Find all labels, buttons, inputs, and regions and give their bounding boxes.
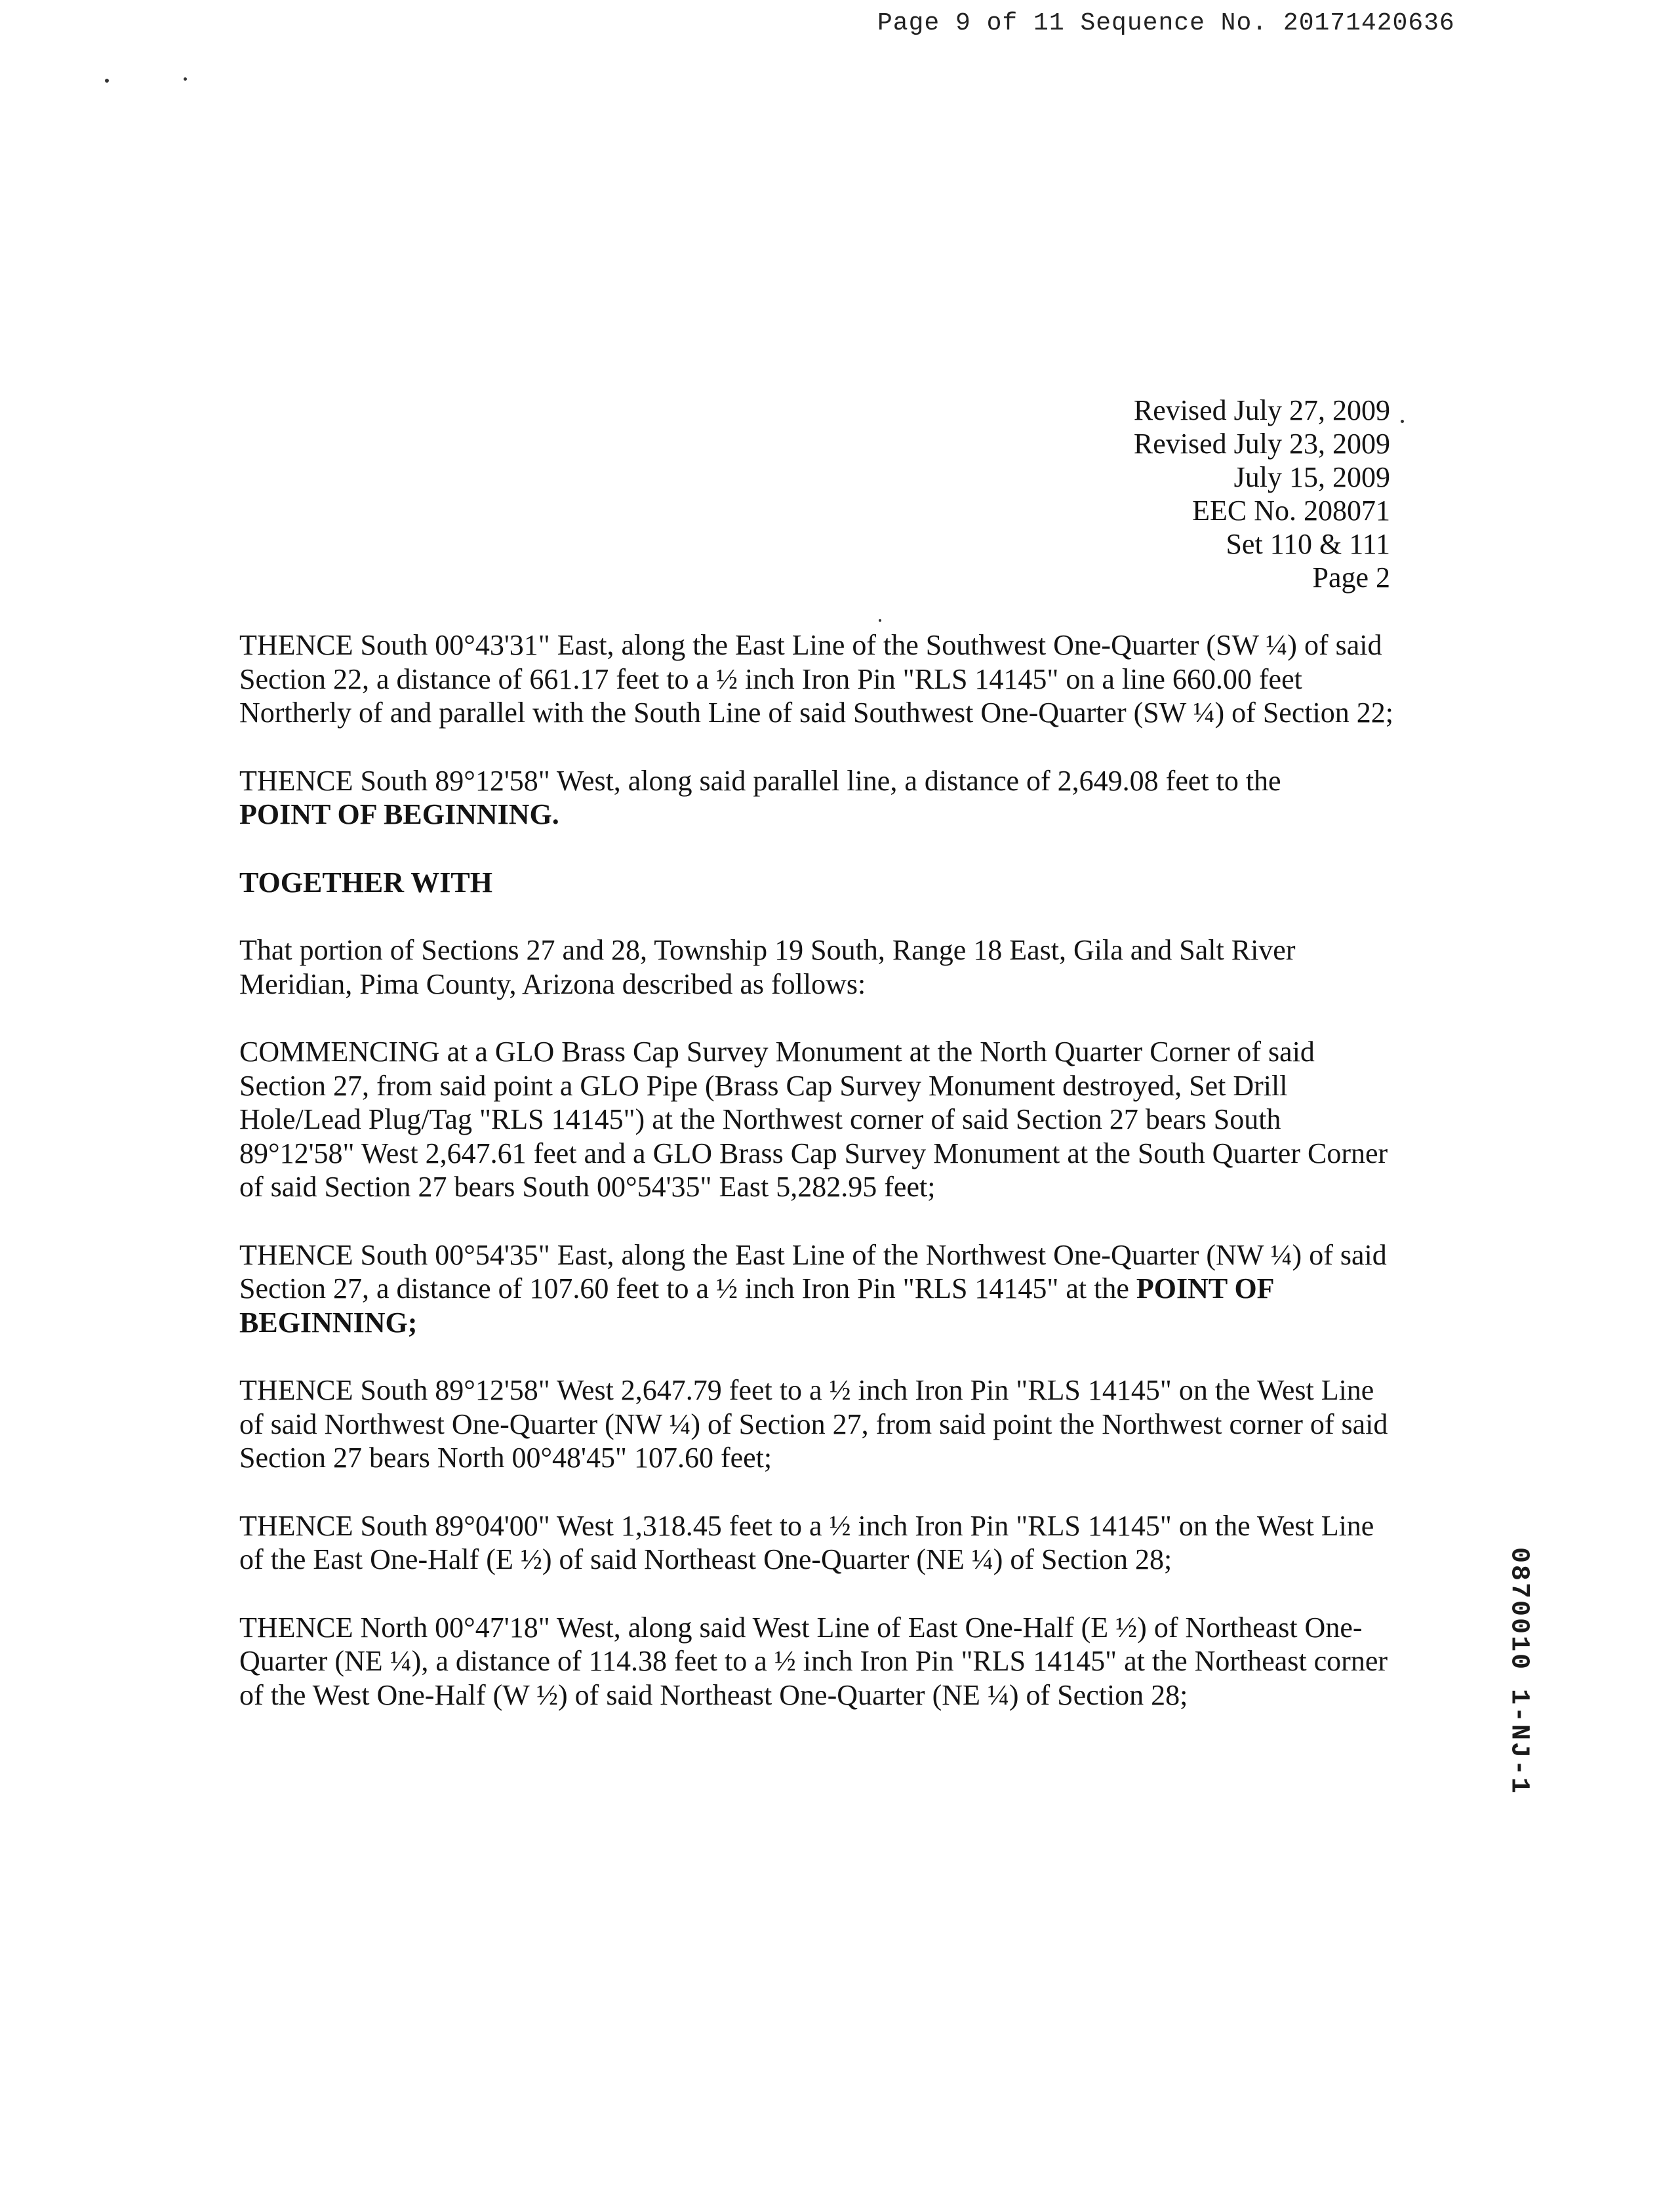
page-number: Page 2	[1312, 561, 1390, 594]
revision-block	[1134, 394, 1390, 594]
scan-speck	[1401, 420, 1404, 423]
paragraph-portion: That portion of Sections 27 and 28, Township 19 South, Range 18 East, Gila and Salt River Meridian, Pima County, Arizona described as follows:	[239, 934, 1296, 1000]
paragraph-thence-6: THENCE North 00°47'18" West, along said West Line of East One-Half (E ½) of Northeast One-Quarter (NE ¼), a distance of 114.38 feet to a ½ inch Iron Pin "RLS 14145" at the Northeast corner of the West One-Half (W ½) of said Northeast One-Quarter (NE ¼) of Section 28;	[239, 1611, 1388, 1711]
paragraph-text: THENCE South 00°54'35" East, along the East Line of the Northwest One-Quarter (NW ¼) of said Section 27, a distance of 107.60 feet to a ½ inch Iron Pin "RLS 14145" at the	[239, 1238, 1387, 1305]
paragraph-thence-2	[239, 764, 1400, 832]
paragraph-thence-3	[239, 1238, 1400, 1340]
paragraph-thence-1: THENCE South 00°43'31" East, along the East Line of the Southwest One-Quarter (SW ¼) of said Section 22, a distance of 661.17 feet to a ½ inch Iron Pin "RLS 14145" on a line 660.00 feet Northerly of and parallel with the South Line of said Southwest One-Quarter (SW ¼) of Section 22;	[239, 629, 1394, 729]
scan-speck	[105, 79, 109, 83]
paragraph-thence-5: THENCE South 89°04'00" West 1,318.45 feet to a ½ inch Iron Pin "RLS 14145" on the West Line of the East One-Half (E ½) of said Northeast One-Quarter (NE ¼) of Section 28;	[239, 1509, 1374, 1575]
page-sequence-header: Page 9 of 11 Sequence No. 20171420636	[877, 9, 1455, 37]
point-of-beginning-label: POINT OF BEGINNING;	[239, 1272, 1273, 1339]
point-of-beginning-label: POINT OF BEGINNING.	[239, 798, 559, 830]
paragraph-commencing: COMMENCING at a GLO Brass Cap Survey Monument at the North Quarter Corner of said Section 27, from said point a GLO Pipe (Brass Cap Survey Monument destroyed, Set Drill Hole/Lead Plug/Tag "RLS 14145") at the Northwest corner of said Section 27 bears South 89°12'58" West 2,647.61 feet and a GLO Brass Cap Survey Monument at the South Quarter Corner of said Section 27 bears South 00°54'35" East 5,282.95 feet;	[239, 1036, 1388, 1203]
legal-description	[239, 628, 1400, 1746]
revision-line: Revised July 23, 2009	[1133, 428, 1390, 460]
eec-number: EEC No. 208071	[1192, 495, 1390, 527]
margin-stamp-text: 0870010 1-NJ-1	[1504, 1547, 1534, 1796]
scan-speck	[879, 619, 881, 622]
paragraph-thence-4: THENCE South 89°12'58" West 2,647.79 feet to a ½ inch Iron Pin "RLS 14145" on the West Line of said Northwest One-Quarter (NW ¼) of Section 27, from said point the Northwest corner of said Section 27 bears North 00°48'45" 107.60 feet;	[239, 1374, 1388, 1474]
section-heading: TOGETHER WITH	[239, 866, 492, 899]
revision-line: July 15, 2009	[1233, 461, 1390, 493]
set-number: Set 110 & 111	[1226, 528, 1390, 560]
margin-stamp	[1503, 1520, 1534, 1822]
scan-speck	[184, 77, 187, 81]
paragraph-text: THENCE South 89°12'58" West, along said parallel line, a distance of 2,649.08 feet to the	[239, 764, 1281, 797]
revision-line: Revised July 27, 2009	[1133, 394, 1390, 426]
